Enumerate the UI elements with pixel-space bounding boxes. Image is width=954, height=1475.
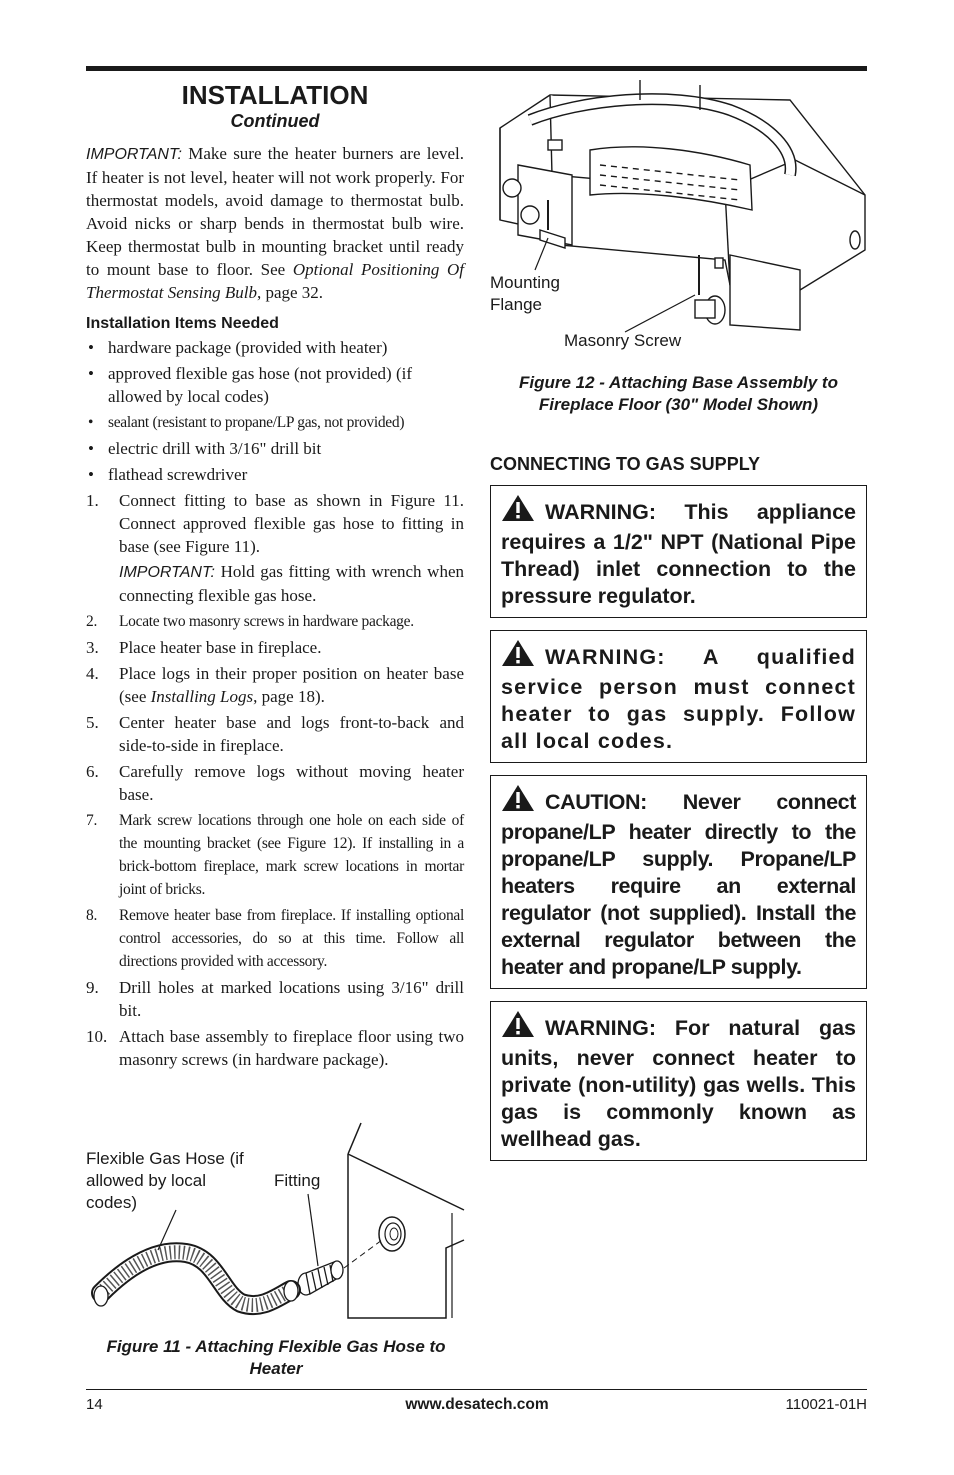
step-reference-page: , page 18). [253, 687, 325, 706]
step-item [86, 976, 464, 1022]
intro-text: Make sure the heater burners are level. If heater is not level, heater will not work properly. For thermostat models, avoid damage to thermostat bulb. Avoid nicks or sharp bends in thermostat bulb wire. Keep thermostat bulb in mounting bracket until ready to mount base to floor. See [86, 144, 465, 279]
step-item [86, 809, 464, 901]
step-number: 6. [86, 762, 99, 781]
step-number: 4. [86, 664, 99, 683]
step-text: Place heater base in fireplace. [119, 638, 322, 657]
figure-11-caption: Figure 11 - Attaching Flexible Gas Hose to Heater [106, 1337, 446, 1378]
caution-text: CAUTION: Never connect propane/LP heater directly to the propane/LP supply. Propane/LP heaters require an external regulator (not supplied). Install the external regulator between the heater and propane/LP supply. [501, 790, 856, 979]
step-text: Carefully remove logs without moving heater base. [119, 762, 464, 804]
important-label: IMPORTANT: [86, 146, 182, 163]
section-title: INSTALLATION [181, 80, 369, 110]
step-number: 1. [86, 491, 99, 510]
step-number: 2. [86, 613, 98, 630]
flange-label: Mounting Flange [490, 273, 560, 314]
step-number: 8. [86, 907, 98, 924]
warning-text: WARNING: This appliance requires a 1/2" NPT (National Pipe Thread) inlet connection to the pressure regulator. [501, 500, 856, 608]
intro-paragraph [86, 142, 464, 304]
warning-triangle-icon [501, 494, 535, 529]
step-item [86, 1025, 464, 1071]
header-rule [86, 66, 867, 71]
step-item [86, 636, 464, 659]
step-reference: Installing Logs [150, 687, 254, 706]
step-number: 9. [86, 978, 99, 997]
step-text: Place logs in their proper position on heater base (see [119, 664, 464, 706]
gas-hose-illustration [86, 1118, 466, 1328]
important-label: IMPORTANT: [119, 564, 215, 581]
section-subtitle: Continued [230, 111, 320, 131]
list-item: • sealant (resistant to propane/LP gas, not provided) [86, 411, 464, 434]
step-text: Drill holes at marked locations using 3/16" drill bit. [119, 978, 464, 1020]
warning-triangle-icon [501, 784, 535, 819]
footer-rule [86, 1389, 867, 1390]
step-number: 5. [86, 713, 99, 732]
screw-label: Masonry Screw [564, 331, 682, 350]
caution-box [490, 775, 867, 989]
document-number: 110021-01H [785, 1396, 867, 1413]
list-item: • flathead screwdriver [86, 463, 464, 486]
items-list [86, 336, 464, 486]
step-number: 7. [86, 812, 98, 829]
list-item: • hardware package (provided with heater) [86, 336, 464, 359]
steps-list [86, 489, 464, 1071]
list-item: • electric drill with 3/16" drill bit [86, 437, 464, 460]
warning-box [490, 1001, 867, 1161]
warning-text: WARNING: For natural gas units, never connect heater to private (non-utility) gas wells. This gas is commonly known as wellhead gas. [501, 1016, 856, 1151]
step-text: Locate two masonry screws in hardware package. [119, 613, 414, 630]
right-column [490, 80, 867, 1173]
intro-reference: Optional Positioning Of Thermostat Sensing Bulb [86, 260, 464, 302]
warning-box [490, 630, 867, 763]
step-note-text: Hold gas fitting with wrench when connecting flexible gas hose. [119, 562, 464, 605]
figure-12-caption: Figure 12 - Attaching Base Assembly to Fireplace Floor (30" Model Shown) [519, 373, 838, 414]
step-item [86, 610, 464, 633]
step-item [86, 489, 464, 607]
step-text: Center heater base and logs front-to-back and side-to-side in fireplace. [119, 713, 464, 755]
step-note [119, 560, 464, 607]
base-assembly-illustration [490, 80, 867, 362]
step-text: Attach base assembly to fireplace floor using two masonry screws (in hardware package). [119, 1027, 464, 1069]
hose-label: Flexible Gas Hose (if allowed by local codes) [86, 1149, 244, 1212]
step-text: Remove heater base from fireplace. If installing optional control accessories, do so at this time. Follow all directions provided with accessory. [119, 907, 464, 970]
step-item [86, 760, 464, 806]
left-column [86, 80, 464, 1074]
items-heading: Installation Items Needed [86, 315, 279, 332]
figure-11 [86, 1118, 466, 1328]
figure-12 [490, 80, 867, 362]
step-number: 3. [86, 638, 99, 657]
warning-triangle-icon [501, 1010, 535, 1045]
step-item [86, 904, 464, 973]
website-link[interactable]: www.desatech.com [405, 1396, 549, 1413]
step-item [86, 711, 464, 757]
step-text: Mark screw locations through one hole on each side of the mounting bracket (see Figure 12). If installing in a brick-bottom fireplace, mark screw locations in mortar joint of bricks. [119, 812, 464, 898]
intro-reference-page: , page 32. [256, 283, 324, 302]
warning-triangle-icon [501, 639, 535, 674]
warning-text: WARNING: A qualified service person must connect heater to gas supply. Follow all local codes. [501, 645, 856, 753]
fitting-label: Fitting [274, 1171, 321, 1190]
gas-supply-heading: CONNECTING TO GAS SUPPLY [490, 454, 761, 474]
warning-box [490, 485, 867, 618]
step-item [86, 662, 464, 708]
step-text: Connect fitting to base as shown in Figure 11. Connect approved flexible gas hose to fitting in base (see Figure 11). [119, 491, 464, 556]
step-number: 10. [86, 1027, 108, 1046]
page-number: 14 [86, 1396, 103, 1413]
list-item: • approved flexible gas hose (not provided) (if allowed by local codes) [86, 362, 464, 408]
